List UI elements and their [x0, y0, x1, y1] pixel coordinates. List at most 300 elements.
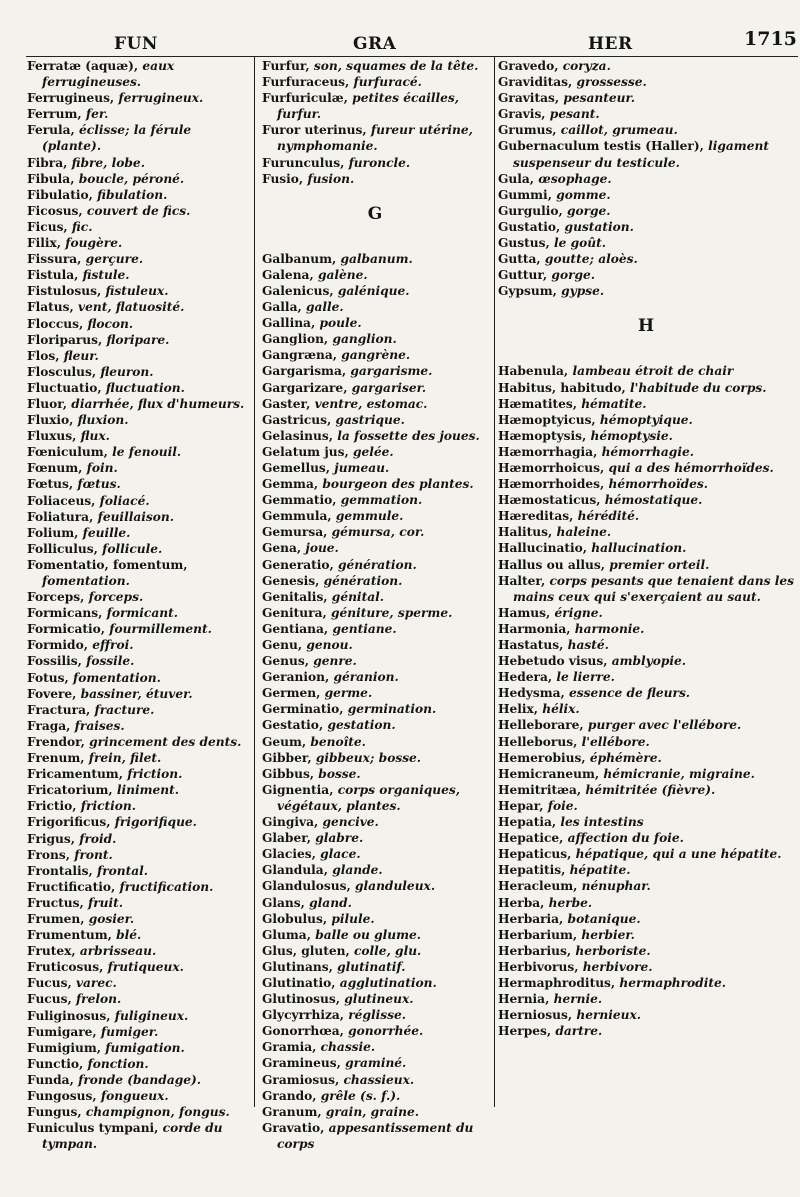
dictionary-entry — [262, 1072, 488, 1088]
dictionary-entry — [27, 251, 249, 267]
entry-translation: gibbeux; bosse. — [315, 750, 422, 765]
dictionary-entry — [262, 975, 488, 991]
entry-translation: qui a des hémorrhoïdes. — [608, 460, 774, 475]
dictionary-entry — [27, 814, 249, 830]
running-header — [0, 28, 800, 56]
entry-headword: Herbaria, — [498, 911, 568, 926]
entry-translation: hémorrhagie. — [601, 444, 694, 459]
dictionary-entry — [498, 927, 794, 943]
entry-translation: gerçure. — [85, 252, 144, 267]
entry-translation: boucle, péroné. — [78, 171, 185, 186]
entry-headword: Fibulatio, — [27, 187, 98, 202]
entry-headword: Gypsum, — [498, 284, 562, 299]
dictionary-entry — [27, 267, 249, 283]
dictionary-entry — [27, 959, 249, 975]
entry-headword: Fuliginosus, — [27, 1008, 115, 1023]
entry-translation: gémursa, cor. — [331, 525, 425, 540]
dictionary-entry — [262, 766, 488, 782]
entry-headword: Frendor, — [27, 734, 90, 749]
entry-headword: Frons, — [27, 847, 75, 862]
dictionary-entry — [262, 363, 488, 379]
dictionary-entry — [262, 685, 488, 701]
entry-headword: Fibra, — [27, 155, 72, 170]
dictionary-entry — [498, 605, 794, 621]
dictionary-entry — [27, 1120, 249, 1152]
entry-headword: Gravedo, — [498, 59, 563, 73]
entry-translation: grain, graine. — [325, 1104, 419, 1119]
entry-translation: fronde (bandage). — [78, 1072, 202, 1087]
entry-translation: frein, filet. — [88, 751, 162, 766]
entry-translation: goutte; aloès. — [544, 252, 638, 267]
dictionary-entry — [27, 927, 249, 943]
entry-translation: diarrhée, flux d'humeurs. — [71, 396, 245, 411]
entry-headword: Hastatus, — [498, 638, 568, 652]
entry-headword: Folium, — [27, 525, 83, 540]
entry-headword: Hæmatites, — [498, 396, 582, 411]
dictionary-entry — [262, 911, 488, 927]
dictionary-entry — [27, 444, 249, 460]
entry-headword: Gemmatio, — [262, 493, 341, 508]
entry-headword: Fructificatio, — [27, 879, 120, 894]
entry-headword: Fraga, — [27, 718, 75, 733]
entry-translation: bourgeon des plantes. — [322, 477, 474, 492]
section-letter: H — [637, 316, 655, 337]
dictionary-entry — [262, 991, 488, 1007]
entry-translation: hémorrhoïdes. — [608, 477, 708, 492]
dictionary-entry — [262, 171, 488, 187]
entry-headword: Formido, — [27, 638, 93, 653]
dictionary-entry — [262, 573, 488, 589]
dictionary-entry — [262, 155, 488, 171]
dictionary-entry — [27, 1024, 249, 1040]
entry-headword: Frontalis, — [27, 863, 97, 878]
entry-translation: fistuleux. — [105, 284, 169, 299]
entry-headword: Hepatice, — [498, 831, 568, 846]
entry-translation: fonction. — [87, 1056, 149, 1071]
section-spacer — [262, 187, 488, 203]
dictionary-entry — [262, 830, 488, 846]
entry-headword: Hæmorrhoides, — [498, 477, 609, 492]
dictionary-entry — [27, 171, 249, 187]
entry-translation: fluxion. — [77, 413, 129, 428]
entry-headword: Flos, — [27, 348, 64, 363]
entry-headword: Fibula, — [27, 171, 79, 186]
dictionary-entry — [27, 605, 249, 621]
entry-translation: son, squames de la tête. — [313, 59, 479, 73]
dictionary-entry — [262, 605, 488, 621]
entry-translation: herbier. — [581, 927, 635, 942]
dictionary-entry — [27, 187, 249, 203]
dictionary-entry — [498, 380, 794, 396]
dictionary-entry — [27, 412, 249, 428]
entry-translation: hémostatique. — [604, 493, 703, 508]
entry-translation: l'ellébore. — [581, 734, 650, 749]
entry-headword: Gaster, — [262, 396, 315, 411]
dictionary-entry — [262, 267, 488, 283]
dictionary-entry — [262, 315, 488, 331]
entry-headword: Glaber, — [262, 831, 316, 846]
entry-headword: Hæmoptysis, — [498, 428, 591, 443]
entry-headword: Genus, — [262, 654, 314, 669]
dictionary-entry — [27, 863, 249, 879]
entry-translation: gentiane. — [332, 621, 397, 636]
dictionary-entry — [498, 540, 794, 556]
dictionary-entry — [498, 492, 794, 508]
entry-headword: Glutinans, — [262, 959, 338, 974]
entry-headword: Gemellus, — [262, 460, 335, 475]
dictionary-entry — [498, 878, 794, 894]
entry-translation: joue. — [305, 541, 339, 556]
entry-translation: ganglion. — [332, 332, 397, 347]
entry-headword: Fucus, — [27, 992, 76, 1007]
entry-headword: Herbivorus, — [498, 959, 583, 974]
dictionary-entry — [498, 653, 794, 669]
dictionary-entry — [498, 428, 794, 444]
entry-headword: Frutex, — [27, 944, 80, 959]
dictionary-entry — [27, 589, 249, 605]
header-rule — [26, 56, 798, 57]
entry-translation: germination. — [347, 702, 437, 717]
dictionary-entry — [27, 991, 249, 1007]
entry-translation: appesantissement du corps — [277, 1120, 474, 1151]
entry-translation: furfuracé. — [353, 75, 422, 90]
dictionary-entry — [27, 332, 249, 348]
section-spacer — [262, 225, 488, 251]
entry-translation: coryza. — [562, 59, 611, 73]
entry-translation: effroi. — [92, 638, 134, 653]
dictionary-entry — [498, 717, 794, 733]
entry-headword: Gemma, — [262, 477, 323, 492]
entry-translation: gustation. — [564, 219, 634, 234]
entry-headword: Grumus, — [498, 123, 561, 138]
entry-headword: Hamus, — [498, 605, 555, 620]
entry-headword: Furfuraceus, — [262, 75, 354, 90]
entry-headword: Forceps, — [27, 590, 89, 605]
dictionary-entry — [262, 782, 488, 814]
entry-headword: Fluxus, — [27, 429, 81, 444]
entry-translation: petites écailles, furfur. — [277, 91, 460, 122]
entry-headword: Gibbus, — [262, 766, 319, 781]
entry-headword: Genitura, — [262, 605, 331, 620]
dictionary-entry — [262, 1023, 488, 1039]
entry-headword: Funda, — [27, 1072, 79, 1087]
entry-headword: Fluor, — [27, 396, 72, 411]
entry-headword: Hedera, — [498, 670, 557, 685]
entry-headword: Glacies, — [262, 847, 321, 862]
entry-headword: Generatio, — [262, 557, 338, 572]
entry-translation: géniture, sperme. — [330, 605, 453, 620]
dictionary-entry — [27, 380, 249, 396]
entry-headword: Functio, — [27, 1056, 88, 1071]
entry-headword: Hermaphroditus, — [498, 975, 620, 990]
entry-headword: Ferula, — [27, 123, 80, 138]
entry-headword: Habitus, habitudo, — [498, 380, 630, 395]
dictionary-entry — [27, 702, 249, 718]
entry-translation: gelée. — [352, 444, 394, 459]
entry-headword: Gelasinus, — [262, 428, 338, 443]
entry-headword: Grando, — [262, 1088, 321, 1103]
dictionary-entry — [27, 235, 249, 251]
dictionary-entry — [498, 959, 794, 975]
dictionary-entry — [262, 347, 488, 363]
entry-translation: furoncle. — [348, 155, 411, 170]
dictionary-entry — [262, 380, 488, 396]
entry-headword: Fœtus, — [27, 477, 78, 492]
dictionary-entry — [262, 589, 488, 605]
entry-translation: génération. — [323, 573, 403, 588]
entry-headword: Fistulosus, — [27, 284, 106, 299]
dictionary-entry — [498, 444, 794, 460]
entry-headword: Hepaticus, — [498, 847, 576, 862]
entry-headword: Hepar, — [498, 798, 548, 813]
entry-translation: ferrugineux. — [118, 91, 204, 106]
dictionary-entry — [498, 895, 794, 911]
dictionary-entry — [498, 251, 794, 267]
entry-translation: hasté. — [567, 638, 609, 652]
entry-headword: Fluxio, — [27, 413, 78, 428]
entry-headword: Gibber, — [262, 750, 316, 765]
entry-translation: la fossette des joues. — [337, 428, 480, 443]
dictionary-entry — [498, 911, 794, 927]
dictionary-entry — [27, 621, 249, 637]
entry-translation: froid. — [79, 831, 117, 846]
dictionary-entry — [27, 122, 249, 154]
dictionary-entry — [27, 493, 249, 509]
dictionary-entry — [498, 524, 794, 540]
entry-headword: Floccus, — [27, 316, 88, 331]
entry-translation: corps pesants que tenaient dans les mains ceux qui s'exerçaient au saut. — [513, 573, 794, 604]
entry-translation: poule. — [319, 316, 362, 331]
dictionary-entry — [262, 814, 488, 830]
entry-translation: galène. — [317, 267, 368, 282]
entry-translation: feuillaison. — [97, 509, 174, 524]
entry-translation: hémoptyique. — [599, 412, 693, 427]
entry-translation: gestation. — [327, 718, 396, 733]
entry-headword: Ferrum, — [27, 107, 86, 122]
section-spacer — [498, 337, 794, 363]
entry-translation: éclisse; la férule (plante). — [42, 123, 192, 154]
entry-headword: Funiculus tympani, — [27, 1121, 163, 1136]
entry-translation: varec. — [75, 976, 117, 991]
entry-headword: Herbarium, — [498, 927, 582, 942]
entry-translation: fracture. — [94, 702, 155, 717]
entry-translation: liniment. — [116, 783, 179, 798]
dictionary-entry — [498, 476, 794, 492]
entry-translation: érigne. — [554, 605, 603, 620]
entry-headword: Glans, — [262, 895, 310, 910]
entry-translation: amblyopie. — [611, 654, 687, 669]
entry-translation: pesanteur. — [563, 91, 635, 106]
dictionary-entry — [27, 1088, 249, 1104]
dictionary-entry — [498, 685, 794, 701]
entry-headword: Gentiana, — [262, 621, 333, 636]
entry-translation: frigorifique. — [114, 815, 197, 830]
entry-translation: friction. — [127, 767, 183, 782]
entry-translation: affection du foie. — [567, 831, 684, 846]
entry-headword: Halitus, — [498, 525, 557, 540]
entry-translation: galle. — [305, 300, 344, 315]
dictionary-entry — [262, 74, 488, 90]
entry-headword: Hallus ou allus, — [498, 557, 610, 572]
entry-translation: colle, glu. — [354, 943, 422, 958]
entry-headword: Fricamentum, — [27, 767, 128, 782]
entry-translation: benoîte. — [310, 734, 366, 749]
entry-headword: Fluctuatio, — [27, 380, 106, 395]
entry-headword: Helix, — [498, 702, 543, 717]
entry-headword: Guttur, — [498, 268, 552, 283]
dictionary-entry — [498, 90, 794, 106]
entry-headword: Hebetudo visus, — [498, 654, 612, 669]
entry-translation: floripare. — [106, 332, 170, 347]
dictionary-entry — [27, 782, 249, 798]
dictionary-entry — [498, 138, 794, 170]
entry-translation: géranion. — [333, 670, 399, 685]
dictionary-entry — [498, 235, 794, 251]
dictionary-entry — [27, 798, 249, 814]
entry-translation: œsophage. — [538, 171, 612, 186]
dictionary-entry — [27, 348, 249, 364]
entry-translation: corde du tympan. — [42, 1121, 223, 1152]
entry-translation: fistule. — [82, 268, 130, 283]
dictionary-entry — [498, 58, 794, 74]
entry-translation: gomme. — [556, 187, 611, 202]
page-number: 1715 — [744, 28, 797, 50]
entry-headword: Frumen, — [27, 911, 89, 926]
dictionary-entry — [27, 283, 249, 299]
dictionary-entry — [498, 219, 794, 235]
entry-translation: lambeau étroit de chair — [572, 364, 734, 379]
entry-headword: Graviditas, — [498, 75, 577, 90]
dictionary-entry — [27, 879, 249, 895]
column-1 — [27, 58, 249, 1152]
entry-translation: hémoptysie. — [590, 428, 673, 443]
entry-headword: Glutinatio, — [262, 975, 340, 990]
entry-translation: agglutination. — [339, 975, 437, 990]
entry-headword: Gravatio, — [262, 1120, 329, 1135]
entry-translation: le lierre. — [556, 670, 615, 685]
entry-translation: dartre. — [555, 1024, 603, 1039]
entry-headword: Frictio, — [27, 799, 81, 814]
dictionary-entry — [27, 670, 249, 686]
dictionary-entry — [27, 299, 249, 315]
entry-headword: Ferratæ (aquæ), — [27, 59, 143, 73]
column-divider-1 — [254, 57, 255, 1107]
entry-translation: l'habitude du corps. — [629, 380, 767, 395]
dictionary-entry — [262, 524, 488, 540]
guide-word-left: FUN — [114, 34, 158, 54]
entry-translation: galénique. — [337, 283, 410, 298]
entry-translation: gorge. — [551, 268, 596, 283]
entry-translation: follicule. — [102, 541, 163, 556]
dictionary-entry — [262, 959, 488, 975]
entry-headword: Hallucinatio, — [498, 541, 592, 556]
dictionary-entry — [27, 653, 249, 669]
entry-translation: foliacé. — [99, 493, 150, 508]
dictionary-entry — [498, 171, 794, 187]
entry-headword: Glandula, — [262, 863, 333, 878]
entry-headword: Furfur, — [262, 59, 314, 73]
entry-translation: fourmillement. — [109, 622, 212, 637]
dictionary-entry — [498, 363, 794, 379]
dictionary-entry — [27, 90, 249, 106]
entry-translation: gosier. — [88, 911, 135, 926]
entry-headword: Helleborare, — [498, 718, 588, 733]
entry-headword: Folliculus, — [27, 541, 103, 556]
entry-headword: Gluma, — [262, 927, 316, 942]
entry-headword: Fumigare, — [27, 1024, 101, 1039]
entry-headword: Gravis, — [498, 107, 550, 122]
dictionary-entry — [262, 444, 488, 460]
entry-translation: le fenouil. — [112, 445, 182, 460]
column-3 — [498, 58, 794, 1039]
entry-headword: Formicatio, — [27, 622, 110, 637]
entry-translation: fibulation. — [97, 187, 168, 202]
dictionary-entry — [262, 476, 488, 492]
entry-translation: glande. — [332, 863, 383, 878]
dictionary-entry — [498, 573, 794, 605]
dictionary-entry — [262, 58, 488, 74]
entry-headword: Globulus, — [262, 911, 332, 926]
entry-translation: chassieux. — [343, 1072, 415, 1087]
entry-headword: Floriparus, — [27, 332, 107, 347]
entry-headword: Gramiosus, — [262, 1072, 344, 1087]
dictionary-entry — [27, 1104, 249, 1120]
entry-translation: balle ou glume. — [315, 927, 422, 942]
dictionary-entry — [262, 943, 488, 959]
entry-headword: Hæmostaticus, — [498, 493, 605, 508]
dictionary-entry — [498, 943, 794, 959]
entry-translation: fumigation. — [105, 1040, 185, 1055]
entry-headword: Genesis, — [262, 573, 324, 588]
dictionary-entry — [27, 637, 249, 653]
dictionary-entry — [262, 878, 488, 894]
dictionary-entry — [27, 316, 249, 332]
entry-headword: Genu, — [262, 638, 307, 652]
entry-translation: herbivore. — [582, 959, 653, 974]
entry-translation: ventre, estomac. — [314, 396, 428, 411]
entry-headword: Fungus, — [27, 1105, 86, 1120]
entry-headword: Heracleum, — [498, 879, 582, 894]
entry-translation: fumiger. — [100, 1024, 159, 1039]
entry-headword: Fomentatio, fomentum, — [27, 557, 188, 572]
dictionary-entry — [27, 58, 249, 90]
entry-translation: fleur. — [63, 348, 99, 363]
entry-translation: gland. — [309, 895, 352, 910]
entry-translation: hémitritée (fièvre). — [585, 782, 716, 797]
dictionary-entry — [27, 203, 249, 219]
entry-headword: Fumigium, — [27, 1040, 106, 1055]
entry-translation: gastrique. — [335, 412, 405, 427]
entry-translation: gargariser. — [351, 380, 427, 395]
entry-headword: Ganglion, — [262, 332, 333, 347]
entry-translation: pesant. — [549, 107, 600, 122]
dictionary-entry — [498, 122, 794, 138]
entry-headword: Hernia, — [498, 992, 554, 1007]
entry-headword: Gubernaculum testis (Haller), — [498, 139, 709, 154]
entry-headword: Halter, — [498, 573, 550, 588]
entry-headword: Frenum, — [27, 751, 89, 766]
dictionary-entry — [262, 895, 488, 911]
entry-headword: Hepatitis, — [498, 863, 570, 878]
entry-translation: friction. — [80, 799, 137, 814]
entry-translation: fuligineux. — [114, 1008, 189, 1023]
entry-headword: Gonorrhœa, — [262, 1024, 349, 1039]
entry-translation: frelon. — [75, 992, 122, 1007]
dictionary-entry — [262, 492, 488, 508]
entry-translation: frontal. — [96, 863, 149, 878]
entry-translation: hernieux. — [576, 1008, 642, 1023]
entry-headword: Gramia, — [262, 1040, 321, 1055]
